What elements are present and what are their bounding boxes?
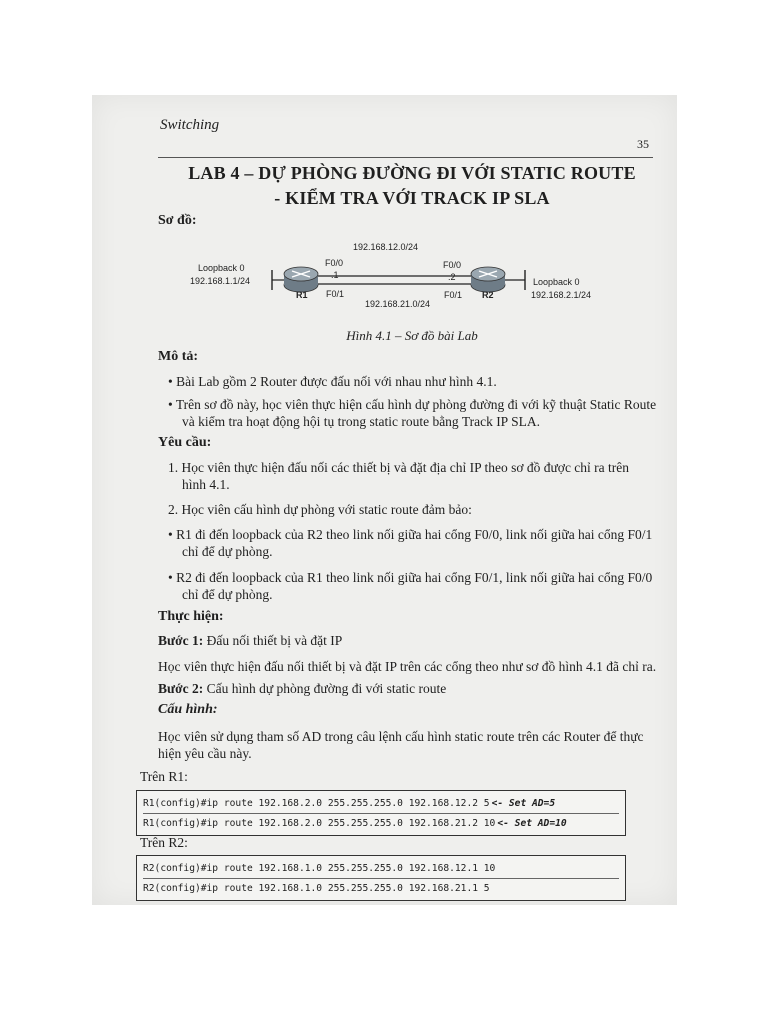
net-top-label: 192.168.12.0/24: [353, 242, 419, 252]
yeucau-r2-a: • R2 đi đến loopback của R1 theo link nối giữa hai cổng F0/1, link nối giữa hai cổng F0/0: [168, 570, 653, 585]
thuchien-heading: Thực hiện:: [158, 609, 224, 624]
r1-note-1: <- Set AD=5: [491, 798, 556, 809]
r1-f00-label: F0/0: [325, 258, 344, 268]
mota-heading: Mô tả:: [158, 349, 199, 364]
r2-config-block: [136, 855, 626, 901]
mota-bullet-2a: • Trên sơ đồ này, học viên thực hiện cấu hình dự phòng đường đi với kỹ thuật Static Route: [168, 397, 657, 412]
config-heading: Cấu hình:: [158, 702, 218, 717]
yeucau-item-1a: 1. Học viên thực hiện đấu nối các thiết bị và đặt địa chỉ IP theo sơ đồ được chỉ ra trên: [168, 460, 630, 475]
r2-f01-label: F0/1: [444, 290, 463, 300]
r1-note-2: <- Set AD=10: [497, 818, 567, 829]
router-r2-icon: [471, 267, 505, 292]
lab-title-line-2: - KIỂM TRA VỚI TRACK IP SLA: [274, 188, 550, 208]
step-1-desc: Học viên thực hiện đấu nối thiết bị và đặt IP trên các cổng theo như sơ đồ hình 4.1 đã chỉ ra.: [158, 659, 657, 674]
r2-config-line-1: R2(config)#ip route 192.168.1.0 255.255.255.0 192.168.12.1 10: [143, 863, 496, 874]
mota-bullet-1: • Bài Lab gồm 2 Router được đấu nối với nhau như hình 4.1.: [168, 374, 497, 389]
yeucau-r1-b: chỉ để dự phòng.: [182, 544, 273, 559]
r2-config-line-2: R2(config)#ip route 192.168.1.0 255.255.255.0 192.168.21.1 5: [143, 878, 619, 898]
r1-f01-label: F0/1: [326, 289, 345, 299]
step-2-label: Bước 2:: [158, 681, 204, 696]
mota-bullet-2b: và kiểm tra hoạt động hội tụ trong static route bằng Track IP SLA.: [182, 414, 540, 429]
loopback-right-ip: 192.168.2.1/24: [531, 290, 592, 300]
yeucau-item-1b: hình 4.1.: [182, 477, 230, 492]
header-divider: [158, 157, 653, 158]
loopback-left-ip: 192.168.1.1/24: [190, 276, 251, 286]
yeucau-r1-a: • R1 đi đến loopback của R2 theo link nối giữa hai cổng F0/0, link nối giữa hai cổng F0/1: [168, 527, 653, 542]
yeucau-heading: Yêu cầu:: [158, 435, 212, 450]
config-desc-a: Học viên sử dụng tham số AD trong câu lệnh cấu hình static route trên các Router để thực: [158, 729, 644, 744]
r1-config-block: [136, 790, 626, 836]
step-1-text: Đấu nối thiết bị và đặt IP: [203, 633, 343, 648]
loopback-left-name: Loopback 0: [198, 263, 245, 273]
r1-config-line-2: R1(config)#ip route 192.168.2.0 255.255.255.0 192.168.21.2 10 <- Set AD=10: [143, 813, 619, 833]
r1-ip-label: .1: [331, 270, 339, 280]
step-1: [158, 631, 658, 650]
r1-label: R1: [296, 290, 308, 300]
config-desc-b: hiện yêu cầu này.: [158, 746, 252, 761]
step-2-text: Cấu hình dự phòng đường đi với static route: [203, 681, 447, 696]
lab-title-line-1: LAB 4 – DỰ PHÒNG ĐƯỜNG ĐI VỚI STATIC ROUTE: [188, 163, 636, 183]
yeucau-r2-b: chỉ để dự phòng.: [182, 587, 273, 602]
book-page: [92, 95, 677, 905]
diagram-caption: Hình 4.1 – Sơ đồ bài Lab: [346, 328, 478, 343]
running-header: Switching: [160, 117, 220, 133]
loopback-right-name: Loopback 0: [533, 277, 580, 287]
r2-label: R2: [482, 290, 494, 300]
step-2: [158, 679, 658, 698]
net-bottom-label: 192.168.21.0/24: [365, 299, 431, 309]
r1-config-label: Trên R1:: [140, 769, 188, 784]
network-diagram: [188, 238, 618, 313]
r2-ip-label: .2: [448, 272, 456, 282]
r2-config-label: Trên R2:: [140, 835, 188, 850]
r1-config-line-1: R1(config)#ip route 192.168.2.0 255.255.255.0 192.168.12.2 5 <- Set AD=5: [143, 798, 556, 809]
router-r1-icon: [284, 267, 318, 292]
r2-f00-label: F0/0: [443, 260, 462, 270]
page-number: 35: [637, 137, 649, 151]
yeucau-item-2: 2. Học viên cấu hình dự phòng với static route đảm bảo:: [168, 502, 472, 517]
diagram-heading: Sơ đồ:: [158, 213, 197, 228]
step-1-label: Bước 1:: [158, 633, 204, 648]
